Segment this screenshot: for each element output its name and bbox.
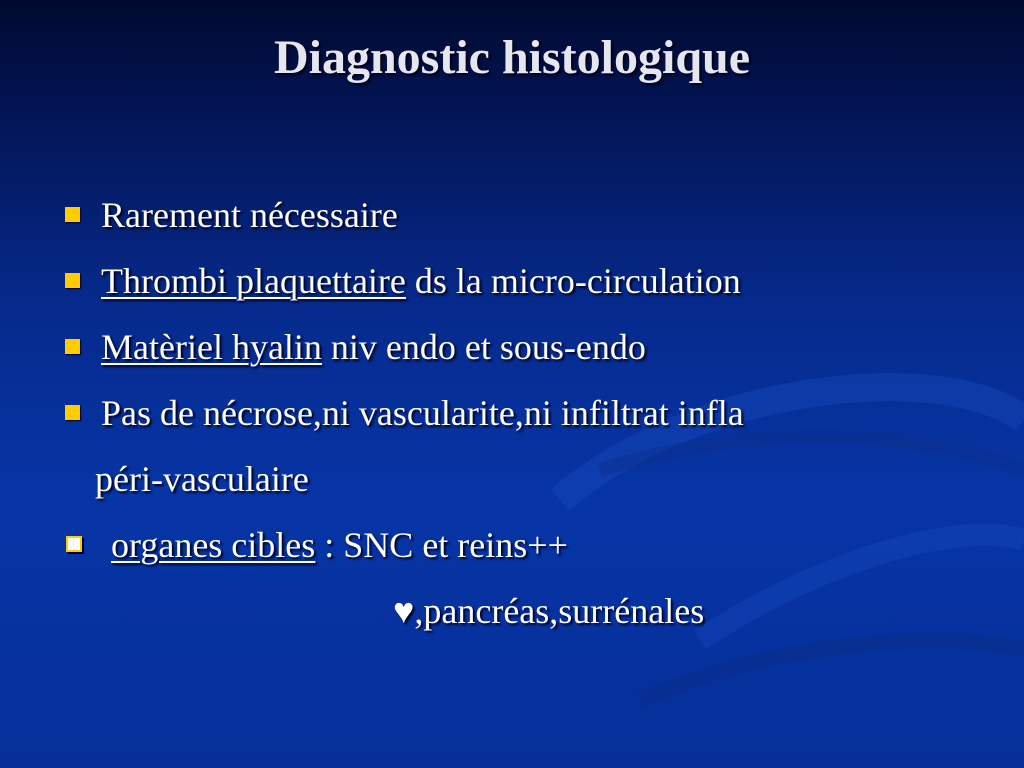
underlined-term: Thrombi plaquettaire [101,261,406,301]
bullet-continuation [393,589,704,633]
bullet-item [111,523,568,567]
bullet-text: niv endo et sous-endo [321,327,646,367]
underlined-term: organes cibles [111,525,316,565]
bullet-item [101,193,398,237]
filled-square-bullet-icon [65,273,80,288]
bullet-item [101,325,646,369]
filled-square-bullet-icon [65,339,80,354]
slide-title: Diagnostic histologique [273,31,751,84]
bullet-text: : SNC et reins++ [315,525,568,565]
bullet-continuation [95,457,309,501]
hollow-square-bullet-icon [66,536,82,552]
filled-square-bullet-icon [65,405,80,420]
filled-square-bullet-icon [65,207,80,222]
bullet-text: ds la micro-circulation [405,261,741,301]
bullet-text: Rarement nécessaire [101,195,398,235]
bullet-text: péri-vasculaire [95,459,309,499]
bullet-item [101,391,744,435]
underlined-term: Matèriel hyalin [101,327,322,367]
bullet-text: Pas de nécrose,ni vascularite,ni infiltrat infla [101,393,744,433]
bullet-item [101,259,741,303]
bullet-text: ♥,pancréas,surrénales [393,591,705,631]
